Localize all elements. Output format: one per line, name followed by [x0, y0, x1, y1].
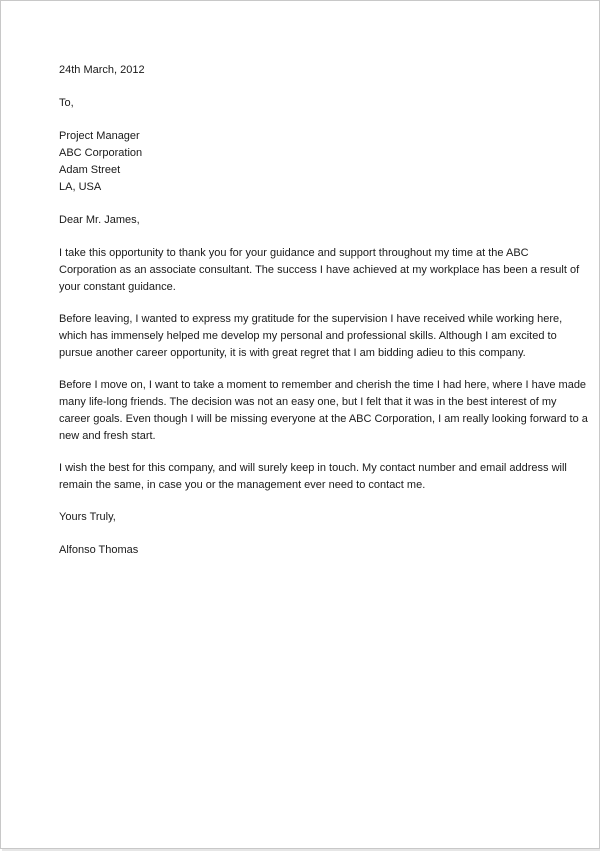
paragraph-line: Corporation as an associate consultant. The success I have achieved at my workplace has been a result of: [59, 264, 580, 276]
address-line: ABC Corporation: [59, 147, 143, 159]
paragraph-line: pursue another career opportunity, it is with great regret that I am bidding adieu to this company.: [59, 347, 526, 359]
paragraph-line: Before I move on, I want to take a moment to remember and cherish the time I had here, where I have made: [59, 379, 587, 391]
date-text: 24th March, 2012: [59, 64, 145, 76]
signature: [59, 542, 559, 559]
paragraph-line: which has immensely helped me develop my personal and professional skills. Although I am excited to: [59, 330, 557, 342]
closing: [59, 509, 559, 526]
paragraph-line: new and fresh start.: [59, 430, 156, 442]
letter-body: [59, 62, 588, 559]
to-label-text: To,: [59, 97, 74, 109]
paragraph-3: [59, 377, 588, 445]
to-label: [59, 95, 559, 112]
letter-date: [59, 62, 559, 79]
paragraph-1: [59, 245, 580, 296]
paragraph-line: Before leaving, I wanted to express my gratitude for the supervision I have received while working here,: [59, 313, 563, 325]
greeting-text: Dear Mr. James,: [59, 214, 140, 226]
paragraph-line: many life-long friends. The decision was not an easy one, but I felt that it was in the best interest of my: [59, 396, 557, 408]
signature-name: Alfonso Thomas: [59, 544, 139, 556]
recipient-address: [59, 128, 559, 196]
paragraph-line: your constant guidance.: [59, 281, 176, 293]
paragraph-line: I wish the best for this company, and will surely keep in touch. My contact number and email address will: [59, 462, 567, 474]
paragraph-line: career goals. Even though I will be missing everyone at the ABC Corporation, I am really looking forward to a: [59, 413, 588, 425]
greeting: [59, 212, 559, 229]
paragraph-line: remain the same, in case you or the management ever need to contact me.: [59, 479, 426, 491]
paragraph-2: [59, 311, 563, 362]
paragraph-line: I take this opportunity to thank you for your guidance and support throughout my time at the ABC: [59, 247, 529, 259]
address-line: Project Manager: [59, 130, 140, 142]
address-line: Adam Street: [59, 164, 121, 176]
paragraph-4: [59, 460, 567, 494]
address-line: LA, USA: [59, 181, 102, 193]
closing-text: Yours Truly,: [59, 511, 116, 523]
